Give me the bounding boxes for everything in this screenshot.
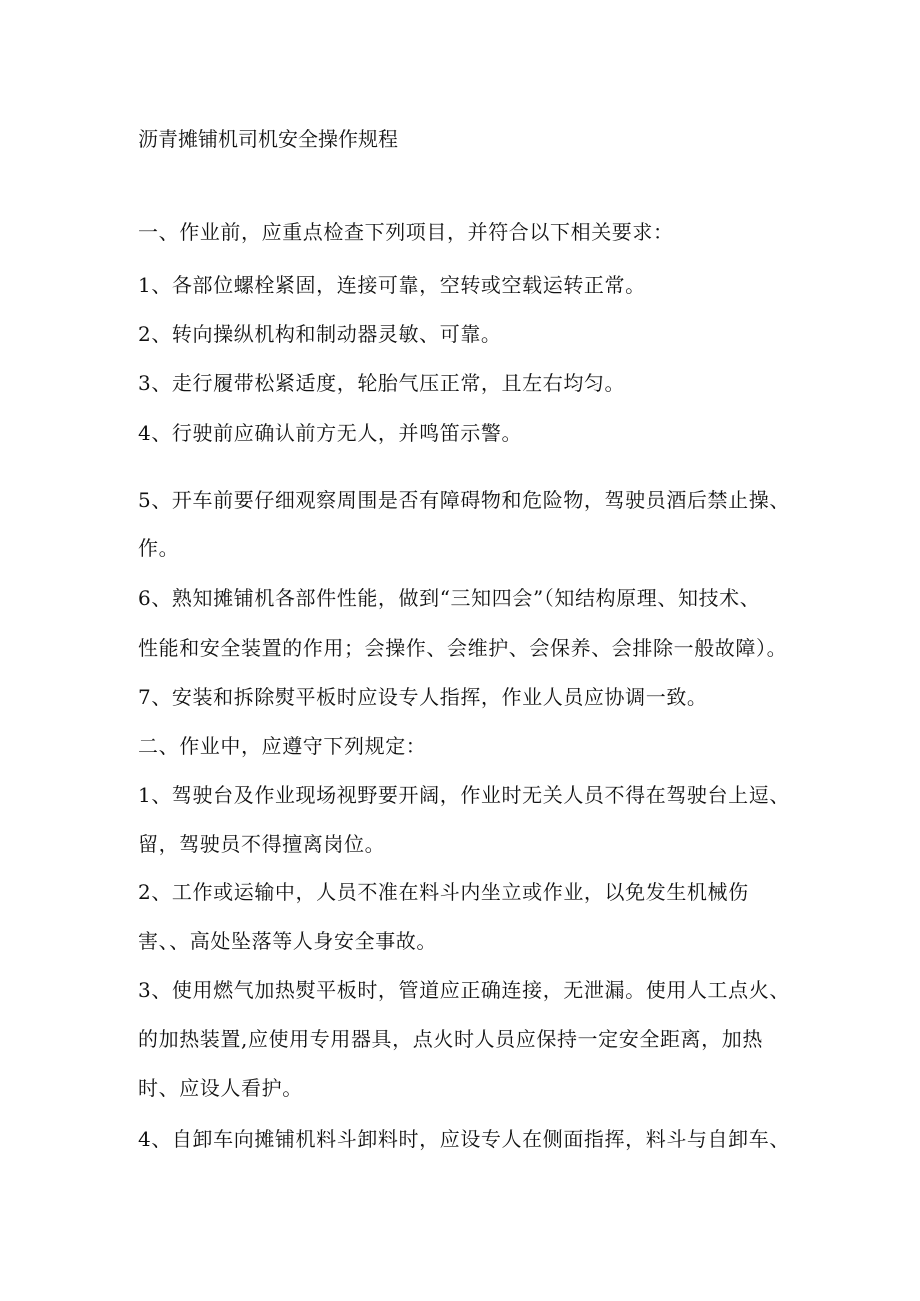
paragraph-line: 3、走行履带松紧适度，轮胎气压正常，且左右均匀。	[138, 371, 626, 395]
paragraph-line: 作。	[138, 536, 180, 560]
section-heading-1: 一、作业前，应重点检查下列项目，并符合以下相关要求：	[138, 220, 674, 244]
paragraph-line: 1、驾驶台及作业现场视野要开阔，作业时无关人员不得在驾驶台上逗、	[138, 783, 790, 807]
paragraph-line: 的加热装置,应使用专用器具，点火时人员应保持一定安全距离，加热	[138, 1027, 763, 1051]
section-heading-2: 二、作业中，应遵守下列规定：	[138, 734, 427, 758]
paragraph-line: 4、行驶前应确认前方无人，并鸣笛示警。	[138, 421, 523, 445]
paragraph-line: 留，驾驶员不得擅离岗位。	[138, 832, 386, 856]
paragraph-line: 害、、高处坠落等人身安全事故。	[138, 929, 437, 953]
paragraph-line: 3、使用燃气加热熨平板时，管道应正确连接，无泄漏。使用人工点火、	[138, 978, 790, 1002]
paragraph-line: 6、熟知摊铺机各部件性能，做到“三知四会”（知结构原理、知技术、	[138, 586, 761, 610]
paragraph-line: 7、安装和拆除熨平板时应设专人指挥，作业人员应协调一致。	[138, 685, 708, 709]
document-title: 沥青摊铺机司机安全操作规程	[138, 127, 398, 151]
paragraph-line: 性能和安全装置的作用；会操作、会维护、会保养、会排除一般故障）。	[138, 636, 788, 660]
paragraph-line: 时、应设人看护。	[138, 1076, 303, 1100]
paragraph-line: 2、转向操纵机构和制动器灵敏、可靠。	[138, 322, 502, 346]
paragraph-line: 2、工作或运输中，人员不准在料斗内坐立或作业，以免发生机械伤	[138, 880, 749, 904]
paragraph-line: 5、开车前要仔细观察周围是否有障碍物和危险物，驾驶员酒后禁止操、	[138, 488, 790, 512]
paragraph-line: 4、自卸车向摊铺机料斗卸料时，应设专人在侧面指挥，料斗与自卸车、	[138, 1127, 790, 1151]
paragraph-line: 1、各部位螺栓紧固，连接可靠，空转或空载运转正常。	[138, 273, 646, 297]
